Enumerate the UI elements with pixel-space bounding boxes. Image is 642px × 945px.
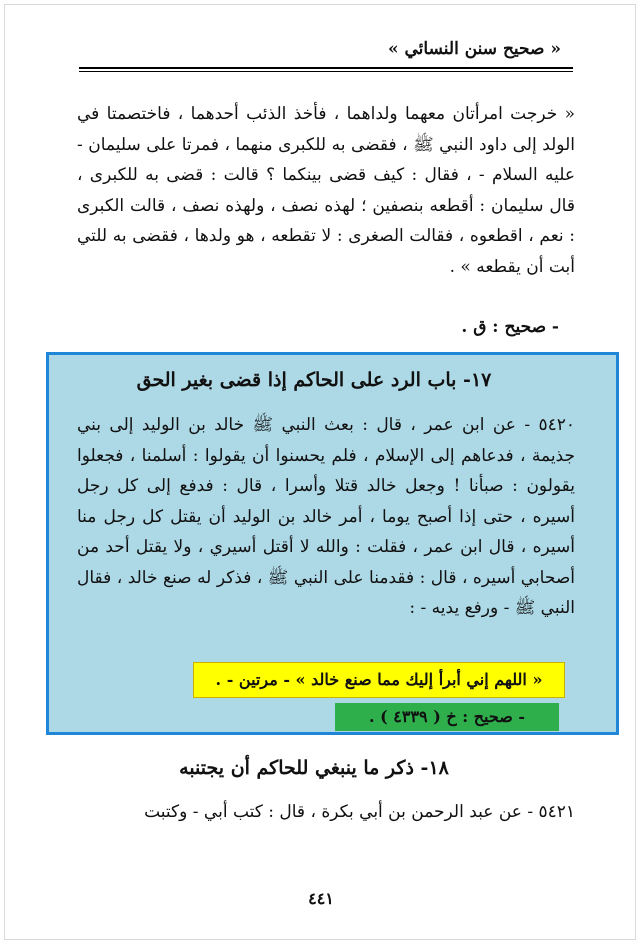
hadith-5419-grading: - صحيح : ق . <box>461 317 559 337</box>
chapter-17-title: ١٧- باب الرد على الحاكم إذا قضى بغير الحق <box>136 369 492 391</box>
running-header: « صحيح سنن النسائي » <box>387 39 561 59</box>
hadith-5420-dua-highlight: « اللهم إني أبرأ إليك مما صنع خالد » - مرتين - . <box>193 662 565 698</box>
book-page <box>4 4 636 940</box>
header-rule-thick <box>79 67 573 69</box>
chapter-18-title: ١٨- ذكر ما ينبغي للحاكم أن يجتنبه <box>179 757 449 779</box>
hadith-5421-text: ٥٤٢١ - عن عبد الرحمن بن أبي بكرة ، قال : كتب أبي - وكتبت <box>144 802 575 822</box>
hadith-5420-text: ٥٤٢٠ - عن ابن عمر ، قال : بعث النبي ﷺ خالد بن الوليد إلى بني جذيمة ، فدعاهم إلى الإسلام ، فلم يحسنوا أن يقولوا : أسلمنا ، فجعلوا يقولون : صبأنا ! وجعل خالد قتلا وأسرا ، قال : فدفع إلى كل رجل أسيره ، حتى إذا أصبح يوما ، أمر خالد بن الوليد أن يقتل كل رجل منا أسيره ، قال ابن عمر ، فقلت : والله لا أقتل أسيري ، ولا يقتل أحد من أصحابي أسيره ، قال : فقدمنا على النبي ﷺ ، فذكر له صنع خالد ، فقال النبي ﷺ - ورفع يديه - : <box>77 415 575 618</box>
hadith-5420-grading-highlight: - صحيح : خ ( ٤٣٣٩ ) . <box>335 703 559 731</box>
hadith-5419-text: « خرجت امرأتان معهما ولداهما ، فأخذ الذئب أحدهما ، فاختصمتا في الولد إلى داود النبي ﷺ ، فقضى به للكبرى منهما ، فمرتا على سليمان - عليه السلام - ، فقال : كيف قضى بينكما ؟ قالت : قضى به للكبرى ، قال سليمان : أقطعه بنصفين ؛ لهذه نصف ، ولهذه نصف ، قالت الكبرى : نعم ، اقطعوه ، فقالت الصغرى : لا تقطعه ، هو ولدها ، فقضى به للتي أبت أن يقطعه » . <box>77 104 575 277</box>
page-number: ٤٤١ <box>308 889 334 908</box>
header-rule-thin <box>79 71 573 72</box>
